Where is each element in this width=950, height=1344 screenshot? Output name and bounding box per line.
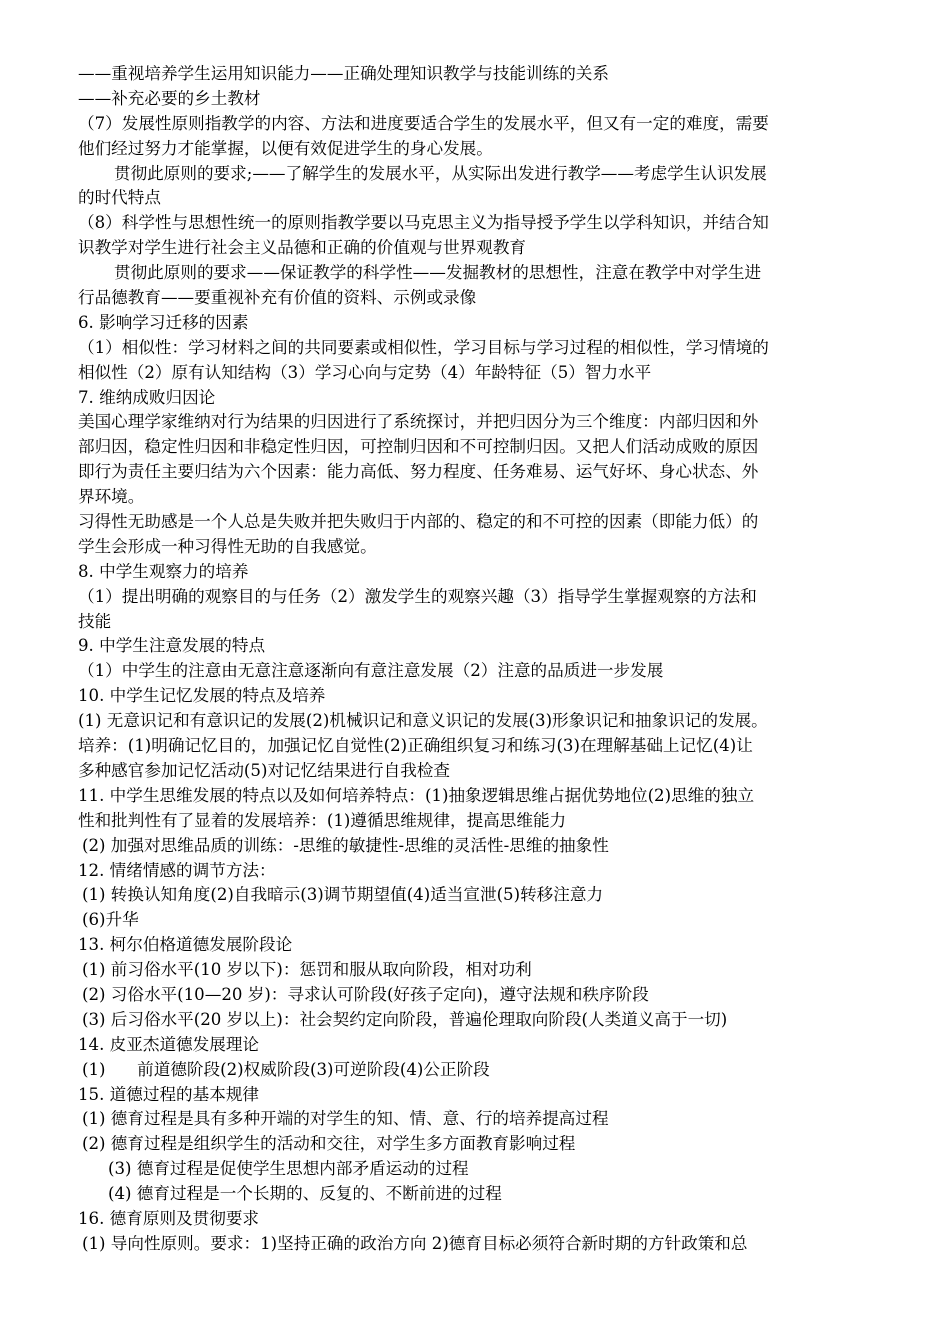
text-line: （1）中学生的注意由无意注意逐渐向有意注意发展（2）注意的品质进一步发展: [78, 661, 664, 681]
text-line: 的时代特点: [78, 188, 161, 208]
text-line: 贯彻此原则的要求;——了解学生的发展水平，从实际出发进行教学——考虑学生认识发展: [114, 163, 767, 183]
text-line: 贯彻此原则的要求——保证教学的科学性——发掘教材的思想性，注意在教学中对学生进: [114, 263, 762, 283]
section-heading: 8. 中学生观察力的培养: [78, 561, 249, 581]
text-line: （1）提出明确的观察目的与任务（2）激发学生的观察兴趣（3）指导学生掌握观察的方法和: [78, 586, 757, 606]
section-heading: 15. 道德过程的基本规律: [78, 1084, 260, 1104]
text-line: (2) 加强对思维品质的训练：-思维的敏捷性-思维的灵活性-思维的抽象性: [82, 835, 609, 855]
text-line: (2) 德育过程是组织学生的活动和交往，对学生多方面教育影响过程: [82, 1134, 576, 1154]
section-heading: 7. 维纳成败归因论: [78, 387, 216, 407]
text-line: 相似性（2）原有认知结构（3）学习心向与定势（4）年龄特征（5）智力水平: [78, 362, 652, 382]
text-line: 他们经过努力才能掌握，以便有效促进学生的身心发展。: [78, 138, 493, 158]
section-heading: 11. 中学生思维发展的特点以及如何培养特点：(1)抽象逻辑思维占据优势地位(2)思维的独立: [78, 785, 755, 805]
text-line: (1) 无意识记和有意识记的发展(2)机械识记和意义识记的发展(3)形象识记和抽象识记的发展。: [78, 711, 768, 731]
text-line: (1) 转换认知角度(2)自我暗示(3)调节期望值(4)适当宣泄(5)转移注意力: [82, 885, 604, 905]
section-heading: 14. 皮亚杰道德发展理论: [78, 1034, 260, 1054]
text-line: 即行为责任主要归结为六个因素：能力高低、努力程度、任务难易、运气好坏、身心状态、外: [78, 462, 759, 482]
text-line: 行品德教育——要重视补充有价值的资料、示例或录像: [78, 288, 477, 308]
text-line: 习得性无助感是一个人总是失败并把失败归于内部的、稳定的和不可控的因素（即能力低）的: [78, 512, 759, 532]
text-line: (4) 德育过程是一个长期的、反复的、不断前进的过程: [108, 1184, 502, 1204]
text-line: (1) 德育过程是具有多种开端的对学生的知、情、意、行的培养提高过程: [82, 1109, 609, 1129]
text-line: 性和批判性有了显着的发展培养：(1)遵循思维规律，提高思维能力: [78, 810, 567, 830]
text-line: (2) 习俗水平(10—20 岁)：寻求认可阶段(好孩子定向)，遵守法规和秩序阶段: [82, 984, 649, 1004]
section-heading: 12. 情绪情感的调节方法：: [78, 860, 276, 880]
text-line: (1) 导向性原则。要求：1)坚持正确的政治方向 2)德育目标必须符合新时期的方针政策和总: [82, 1233, 748, 1253]
section-heading: 16. 德育原则及贯彻要求: [78, 1208, 260, 1228]
text-line: 学生会形成一种习得性无助的自我感觉。: [78, 536, 377, 556]
text-line: 界环境。: [78, 487, 145, 507]
text-line: (3) 德育过程是促使学生思想内部矛盾运动的过程: [108, 1159, 469, 1179]
text-line: 部归因，稳定性归因和非稳定性归因，可控制归因和不可控制归因。又把人们活动成败的原因: [78, 437, 759, 457]
text-line: 识教学对学生进行社会主义品德和正确的价值观与世界观教育: [78, 238, 527, 258]
text-line: (6)升华: [82, 910, 139, 930]
section-heading: 6. 影响学习迁移的因素: [78, 312, 249, 332]
text-line: (1) 前习俗水平(10 岁以下)：惩罚和服从取向阶段，相对功利: [82, 960, 532, 980]
section-heading: 9. 中学生注意发展的特点: [78, 636, 266, 656]
text-line: 多种感官参加记忆活动(5)对记忆结果进行自我检查: [78, 760, 450, 780]
text-line: 美国心理学家维纳对行为结果的归因进行了系统探讨，并把归因分为三个维度：内部归因和外: [78, 412, 759, 432]
text-line: (1) 前道德阶段(2)权威阶段(3)可逆阶段(4)公正阶段: [82, 1059, 490, 1079]
section-heading: 13. 柯尔伯格道德发展阶段论: [78, 935, 293, 955]
text-line: （1）相似性：学习材料之间的共同要素或相似性，学习目标与学习过程的相似性，学习情境的: [78, 337, 769, 357]
text-line: 培养：(1)明确记忆目的，加强记忆自觉性(2)正确组织复习和练习(3)在理解基础上记忆(4)让: [78, 736, 753, 756]
text-line: （7）发展性原则指教学的内容、方法和进度要适合学生的发展水平，但又有一定的难度，需要: [78, 113, 769, 133]
document-body: [78, 62, 878, 1257]
text-line: 技能: [78, 611, 112, 631]
text-line: ——重视培养学生运用知识能力——正确处理知识教学与技能训练的关系: [78, 64, 609, 83]
text-line: (3) 后习俗水平(20 岁以上)：社会契约定向阶段，普遍伦理取向阶段(人类道义高于一切): [82, 1009, 728, 1029]
text-line: ——补充必要的乡土教材: [78, 88, 261, 108]
text-line: （8）科学性与思想性统一的原则指教学要以马克思主义为指导授予学生以学科知识，并结合知: [78, 213, 769, 233]
section-heading: 10. 中学生记忆发展的特点及培养: [78, 686, 326, 706]
